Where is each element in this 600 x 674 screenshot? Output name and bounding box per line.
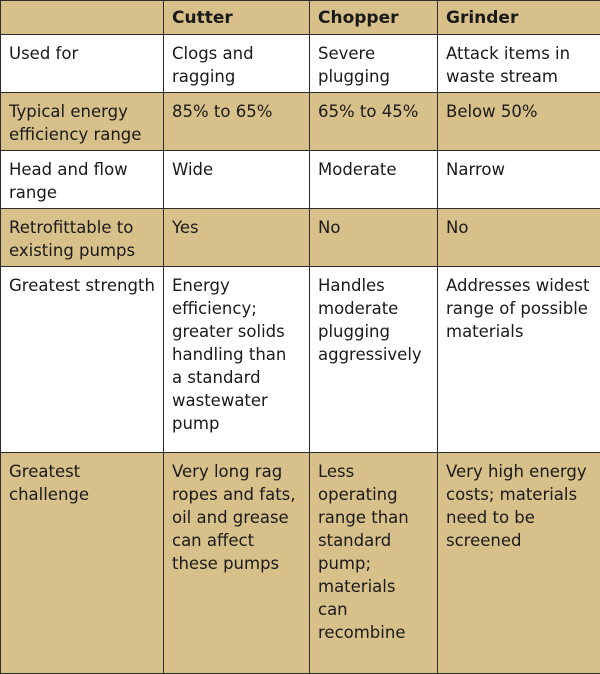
table-row bbox=[1, 93, 600, 151]
row-label: Typical energy efficiency range bbox=[1, 93, 164, 151]
row-label: Greatest strength bbox=[1, 267, 164, 453]
header-grinder: Grinder bbox=[438, 1, 600, 35]
cell-chopper: Handles moderate plugging aggressively bbox=[310, 267, 438, 453]
cell-grinder: Below 50% bbox=[438, 93, 600, 151]
table-row bbox=[1, 35, 600, 93]
row-label: Head and flow range bbox=[1, 151, 164, 209]
cell-cutter: Very long rag ropes and fats, oil and grease can affect these pumps bbox=[164, 453, 310, 674]
cell-chopper: Moderate bbox=[310, 151, 438, 209]
table-row bbox=[1, 267, 600, 453]
header-cutter: Cutter bbox=[164, 1, 310, 35]
row-label: Used for bbox=[1, 35, 164, 93]
row-label: Greatest challenge bbox=[1, 453, 164, 674]
cell-cutter: Clogs and ragging bbox=[164, 35, 310, 93]
table-row bbox=[1, 151, 600, 209]
cell-chopper: Severe plugging bbox=[310, 35, 438, 93]
table-row bbox=[1, 453, 600, 674]
cell-cutter: Yes bbox=[164, 209, 310, 267]
header-chopper: Chopper bbox=[310, 1, 438, 35]
header-corner bbox=[1, 1, 164, 35]
cell-cutter: Wide bbox=[164, 151, 310, 209]
cell-grinder: Very high energy costs; materials need to be screened bbox=[438, 453, 600, 674]
cell-cutter: Energy efficiency; greater solids handling than a standard wastewater pump bbox=[164, 267, 310, 453]
cell-chopper: Less operating range than standard pump; materials can recombine bbox=[310, 453, 438, 674]
cell-grinder: No bbox=[438, 209, 600, 267]
cell-grinder: Narrow bbox=[438, 151, 600, 209]
header-row bbox=[1, 1, 600, 35]
cell-grinder: Addresses widest range of possible materials bbox=[438, 267, 600, 453]
cell-cutter: 85% to 65% bbox=[164, 93, 310, 151]
cell-chopper: No bbox=[310, 209, 438, 267]
row-label: Retrofittable to existing pumps bbox=[1, 209, 164, 267]
cell-grinder: Attack items in waste stream bbox=[438, 35, 600, 93]
cell-chopper: 65% to 45% bbox=[310, 93, 438, 151]
table-row bbox=[1, 209, 600, 267]
